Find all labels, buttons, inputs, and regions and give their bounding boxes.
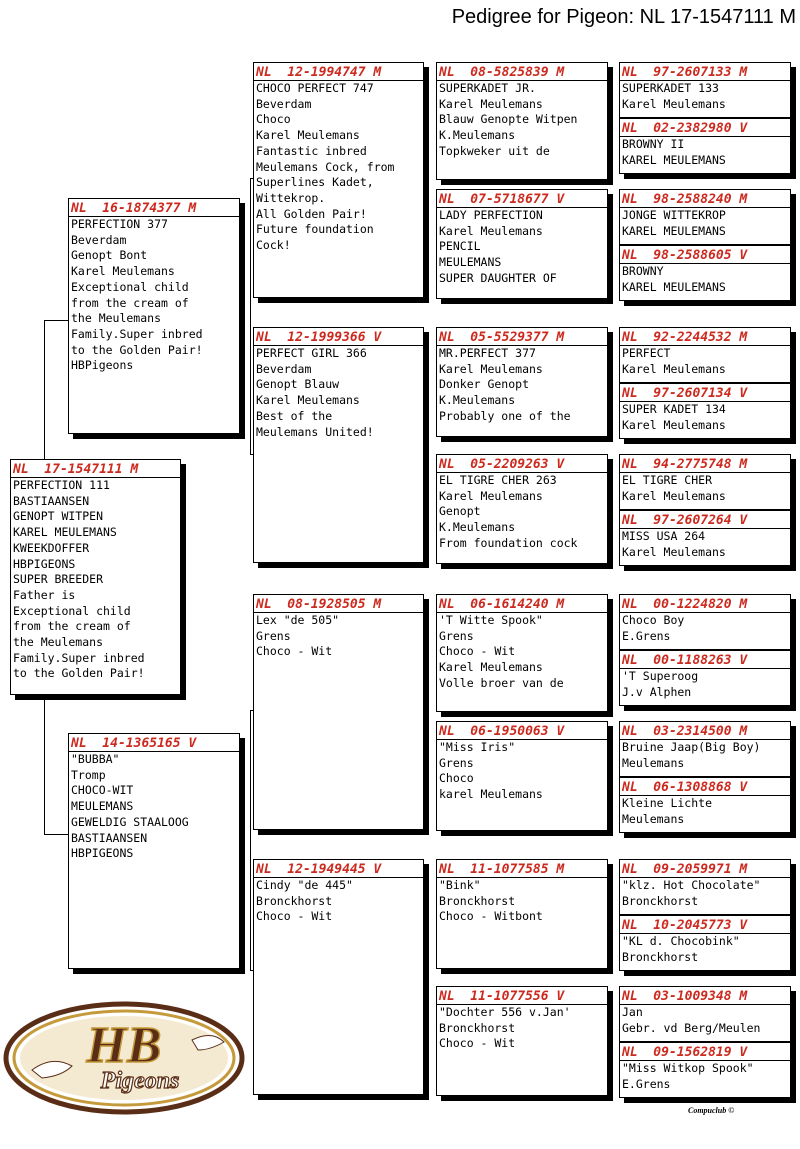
pigeon-info-line: SUPER KADET 134: [622, 402, 726, 416]
pigeon-info-line: Genopt Bont: [71, 248, 148, 263]
pigeon-info-line: Meulemans Cock, from: [256, 159, 395, 174]
pigeon-info-line: Choco Boy: [622, 613, 685, 627]
pigeon-info-line: Grens: [439, 755, 474, 770]
ring-number: NL 10-2045773 V: [620, 916, 790, 934]
pigeon-info-line: SUPER BREEDER: [13, 572, 104, 587]
ring-number: NL 06-1950063 V: [437, 722, 607, 740]
pigeon-info-line: GENOPT WITPEN: [13, 509, 104, 524]
pigeon-info-line: CHOCO PERFECT 747: [256, 81, 374, 95]
logo-main-text: HB: [86, 1017, 162, 1074]
pigeon-card-subject: [10, 459, 181, 695]
ring-number: NL 06-1614240 M: [437, 595, 607, 613]
pigeon-card-g2: [619, 118, 791, 174]
pigeon-info-line: PERFECT: [622, 346, 671, 360]
pigeon-info-line: the Meulemans: [71, 311, 162, 326]
ring-number: NL 08-5825839 M: [437, 63, 607, 81]
ring-number: NL 98-2588605 V: [620, 246, 790, 264]
pigeon-info-line: K.Meulemans: [439, 128, 516, 143]
pigeon-info-line: "klz. Hot Chocolate": [622, 878, 761, 892]
pigeon-info-line: KAREL MEULEMANS: [622, 279, 726, 294]
ring-number: NL 02-2382980 V: [620, 119, 790, 137]
pigeon-info-line: E.Grens: [622, 628, 671, 643]
ring-number: NL 11-1077556 V: [437, 987, 607, 1005]
pigeon-info-line: Lex "de 505": [256, 613, 340, 627]
pigeon-info-line: Bronckhorst: [439, 1020, 516, 1035]
ring-number: NL 03-1009348 M: [620, 987, 790, 1005]
pigeon-info-line: 'T Superoog: [622, 669, 699, 683]
hb-pigeons-logo: [2, 1000, 246, 1118]
credit: Compuclub ©: [688, 1106, 735, 1115]
pigeon-info-line: Choco - Witbont: [439, 909, 543, 924]
pigeon-info-line: from the cream of: [71, 295, 189, 310]
pigeon-card-g15: [619, 986, 791, 1042]
pigeon-info-line: Karel Meulemans: [256, 393, 360, 408]
pigeon-card-mm: [253, 859, 424, 1095]
ring-number: NL 11-1077585 M: [437, 860, 607, 878]
pigeon-info-line: Karel Meulemans: [622, 361, 726, 376]
pigeon-info-line: GEWELDIG STAALOOG: [71, 814, 189, 829]
pigeon-info-line: Karel Meulemans: [71, 264, 175, 279]
pigeon-info-line: Meulemans: [622, 755, 685, 770]
pigeon-info-line: "Dochter 556 v.Jan': [439, 1005, 571, 1019]
pigeon-info-line: Meulemans United!: [256, 424, 374, 439]
pigeon-info-line: Grens: [256, 628, 291, 643]
connector-line: [44, 320, 70, 321]
pigeon-info-line: Cock!: [256, 238, 291, 253]
pigeon-info-line: PERFECTION 377: [71, 217, 168, 231]
pigeon-info-line: Meulemans: [622, 811, 685, 826]
pigeon-info-line: Family.Super inbred: [13, 650, 145, 665]
pigeon-info-line: 'T Witte Spook": [439, 613, 543, 627]
pigeon-info-line: JONGE WITTEKROP: [622, 208, 726, 222]
connector-line: [44, 320, 45, 460]
pigeon-card-g8: [619, 510, 791, 566]
pigeon-info-line: Gebr. vd Berg/Meulen: [622, 1020, 761, 1035]
pigeon-info-line: K.Meulemans: [439, 393, 516, 408]
pigeon-info-line: Karel Meulemans: [622, 96, 726, 111]
pigeon-info-line: Wittekrop.: [256, 190, 326, 205]
pigeon-info-line: "KL d. Chocobink": [622, 934, 740, 948]
ring-number: NL 97-2607133 M: [620, 63, 790, 81]
ring-number: NL 09-2059971 M: [620, 860, 790, 878]
ring-number: NL 05-5529377 M: [437, 328, 607, 346]
pigeon-card-g4: [619, 245, 791, 301]
pigeon-info-line: PENCIL: [439, 239, 481, 254]
pigeon-info-line: KWEEKDOFFER: [13, 540, 90, 555]
pigeon-info-line: SUPERKADET 133: [622, 81, 719, 95]
pigeon-card-mf: [253, 594, 424, 830]
pigeon-card-g7: [619, 454, 791, 510]
pigeon-card-g3: [619, 189, 791, 245]
pigeon-info-line: Volle broer van de: [439, 675, 564, 690]
pigeon-info-line: Bronckhorst: [439, 893, 516, 908]
pigeon-card-g16: [619, 1042, 791, 1098]
pigeon-info-line: "BUBBA": [71, 752, 120, 766]
ring-number: NL 97-2607264 V: [620, 511, 790, 529]
ring-number: NL 12-1994747 M: [254, 63, 423, 81]
pigeon-info-line: E.Grens: [622, 1076, 671, 1091]
pigeon-info-line: Genopt: [439, 504, 481, 519]
pigeon-info-line: EL TIGRE CHER 263: [439, 473, 557, 487]
pigeon-card-fmf: [436, 327, 608, 437]
ring-number: NL 97-2607134 V: [620, 384, 790, 402]
pigeon-card-g9: [619, 594, 791, 650]
pigeon-card-g6: [619, 383, 791, 439]
pigeon-info-line: HBPIGEONS: [71, 846, 134, 861]
page-title: Pedigree for Pigeon: NL 17-1547111 M: [451, 6, 796, 28]
pigeon-card-fm: [253, 327, 424, 563]
pigeon-info-line: BROWNY: [622, 264, 664, 278]
pigeon-info-line: Karel Meulemans: [439, 96, 543, 111]
pigeon-info-line: Superlines Kadet,: [256, 175, 374, 190]
pigeon-info-line: Cindy "de 445": [256, 878, 353, 892]
ring-number: NL 92-2244532 M: [620, 328, 790, 346]
ring-number: NL 98-2588240 M: [620, 190, 790, 208]
pigeon-info-line: Father is: [13, 587, 76, 602]
ring-number: NL 17-1547111 M: [11, 460, 180, 478]
pigeon-info-line: Fantastic inbred: [256, 143, 367, 158]
pigeon-info-line: Exceptional child: [13, 603, 131, 618]
ring-number: NL 12-1999366 V: [254, 328, 423, 346]
pigeon-info-line: BASTIAANSEN: [71, 830, 148, 845]
pigeon-info-line: Beverdam: [256, 96, 312, 111]
pigeon-info-line: Grens: [439, 628, 474, 643]
pigeon-info-line: LADY PERFECTION: [439, 208, 543, 222]
pigeon-info-line: SUPER DAUGHTER OF: [439, 270, 557, 285]
pigeon-card-g12: [619, 777, 791, 833]
ring-number: NL 07-5718677 V: [437, 190, 607, 208]
pigeon-info-line: Choco - Wit: [439, 644, 516, 659]
pigeon-info-line: From foundation cock: [439, 535, 578, 550]
pigeon-info-line: SUPERKADET JR.: [439, 81, 536, 95]
pigeon-info-line: Bronckhorst: [622, 949, 699, 964]
ring-number: NL 12-1949445 V: [254, 860, 423, 878]
pigeon-card-mmf: [436, 859, 608, 969]
pigeon-info-line: Choco - Wit: [439, 1036, 516, 1051]
connector-line: [44, 700, 45, 834]
pigeon-card-ffm: [436, 189, 608, 299]
pigeon-card-fmm: [436, 454, 608, 564]
pigeon-info-line: Family.Super inbred: [71, 326, 203, 341]
pigeon-info-line: Blauw Genopte Witpen: [439, 112, 578, 127]
connector-line: [44, 834, 70, 835]
pigeon-card-fff: [436, 62, 608, 180]
pigeon-card-g13: [619, 859, 791, 915]
pigeon-info-line: Karel Meulemans: [622, 544, 726, 559]
pigeon-card-mff: [436, 594, 608, 712]
pigeon-info-line: J.v Alphen: [622, 684, 692, 699]
pigeon-info-line: "Bink": [439, 878, 481, 892]
pigeon-info-line: from the cream of: [13, 619, 131, 634]
connector-line: [250, 710, 251, 970]
pigeon-info-line: Best of the: [256, 408, 333, 423]
pigeon-info-line: Choco - Wit: [256, 909, 333, 924]
pigeon-info-line: Karel Meulemans: [439, 488, 543, 503]
ring-number: NL 16-1874377 M: [69, 199, 239, 217]
pigeon-info-line: Tromp: [71, 767, 106, 782]
pigeon-info-line: Jan: [622, 1005, 643, 1019]
pigeon-card-mmm: [436, 986, 608, 1096]
pigeon-info-line: HBPigeons: [71, 358, 134, 373]
pigeon-info-line: Choco: [439, 771, 474, 786]
ring-number: NL 05-2209263 V: [437, 455, 607, 473]
ring-number: NL 14-1365165 V: [69, 734, 239, 752]
ring-number: NL 03-2314500 M: [620, 722, 790, 740]
pigeon-info-line: Beverdam: [256, 361, 312, 376]
pigeon-info-line: Bronckhorst: [256, 893, 333, 908]
pigeon-card-father: [68, 198, 240, 434]
pigeon-info-line: Choco - Wit: [256, 644, 333, 659]
pigeon-info-line: HBPIGEONS: [13, 556, 76, 571]
pigeon-info-line: Bronckhorst: [622, 893, 699, 908]
ring-number: NL 08-1928505 M: [254, 595, 423, 613]
ring-number: NL 00-1224820 M: [620, 595, 790, 613]
pigeon-info-line: Choco: [256, 112, 291, 127]
pigeon-info-line: MEULEMANS: [71, 799, 134, 814]
pigeon-card-g1: [619, 62, 791, 118]
ring-number: NL 00-1188263 V: [620, 651, 790, 669]
connector-line: [250, 178, 251, 454]
pigeon-info-line: Beverdam: [71, 232, 127, 247]
pigeon-info-line: KAREL MEULEMANS: [622, 223, 726, 238]
pigeon-info-line: PERFECTION 111: [13, 478, 110, 492]
pigeon-info-line: Future foundation: [256, 222, 374, 237]
pigeon-info-line: EL TIGRE CHER: [622, 473, 713, 487]
pigeon-info-line: Karel Meulemans: [439, 361, 543, 376]
pigeon-info-line: MR.PERFECT 377: [439, 346, 536, 360]
pigeon-info-line: CHOCO-WIT: [71, 783, 134, 798]
pigeon-info-line: the Meulemans: [13, 635, 104, 650]
pigeon-info-line: Karel Meulemans: [256, 128, 360, 143]
pigeon-info-line: BROWNY II: [622, 137, 685, 151]
pigeon-info-line: K.Meulemans: [439, 520, 516, 535]
pigeon-info-line: Genopt Blauw: [256, 377, 340, 392]
pigeon-info-line: Karel Meulemans: [439, 223, 543, 238]
pigeon-card-g11: [619, 721, 791, 777]
pigeon-card-g5: [619, 327, 791, 383]
logo-sub-text: Pigeons: [100, 1068, 180, 1094]
pigeon-info-line: karel Meulemans: [439, 787, 543, 802]
pigeon-info-line: KAREL MEULEMANS: [13, 525, 117, 540]
ring-number: NL 06-1308868 V: [620, 778, 790, 796]
pigeon-info-line: to the Golden Pair!: [13, 666, 145, 681]
pigeon-card-g10: [619, 650, 791, 706]
pigeon-info-line: "Miss Witkop Spook": [622, 1061, 754, 1075]
pigeon-info-line: MEULEMANS: [439, 255, 502, 270]
pigeon-info-line: Topkweker uit de: [439, 143, 550, 158]
pigeon-card-mother: [68, 733, 240, 969]
pigeon-card-ff: [253, 62, 424, 298]
pigeon-info-line: Bruine Jaap(Big Boy): [622, 740, 761, 754]
pigeon-card-g14: [619, 915, 791, 971]
pigeon-card-mfm: [436, 721, 608, 831]
pigeon-info-line: Karel Meulemans: [439, 660, 543, 675]
pigeon-info-line: Karel Meulemans: [622, 417, 726, 432]
pigeon-info-line: Probably one of the: [439, 408, 571, 423]
ring-number: NL 94-2775748 M: [620, 455, 790, 473]
pigeon-info-line: BASTIAANSEN: [13, 493, 90, 508]
pigeon-info-line: MISS USA 264: [622, 529, 706, 543]
pigeon-info-line: All Golden Pair!: [256, 206, 367, 221]
pigeon-info-line: "Miss Iris": [439, 740, 516, 754]
pigeon-info-line: PERFECT GIRL 366: [256, 346, 367, 360]
pigeon-info-line: Karel Meulemans: [622, 488, 726, 503]
pigeon-info-line: Kleine Lichte: [622, 796, 713, 810]
pigeon-info-line: Donker Genopt: [439, 377, 530, 392]
pigeon-info-line: to the Golden Pair!: [71, 342, 203, 357]
pigeon-info-line: Exceptional child: [71, 279, 189, 294]
pigeon-info-line: KAREL MEULEMANS: [622, 152, 726, 167]
ring-number: NL 09-1562819 V: [620, 1043, 790, 1061]
